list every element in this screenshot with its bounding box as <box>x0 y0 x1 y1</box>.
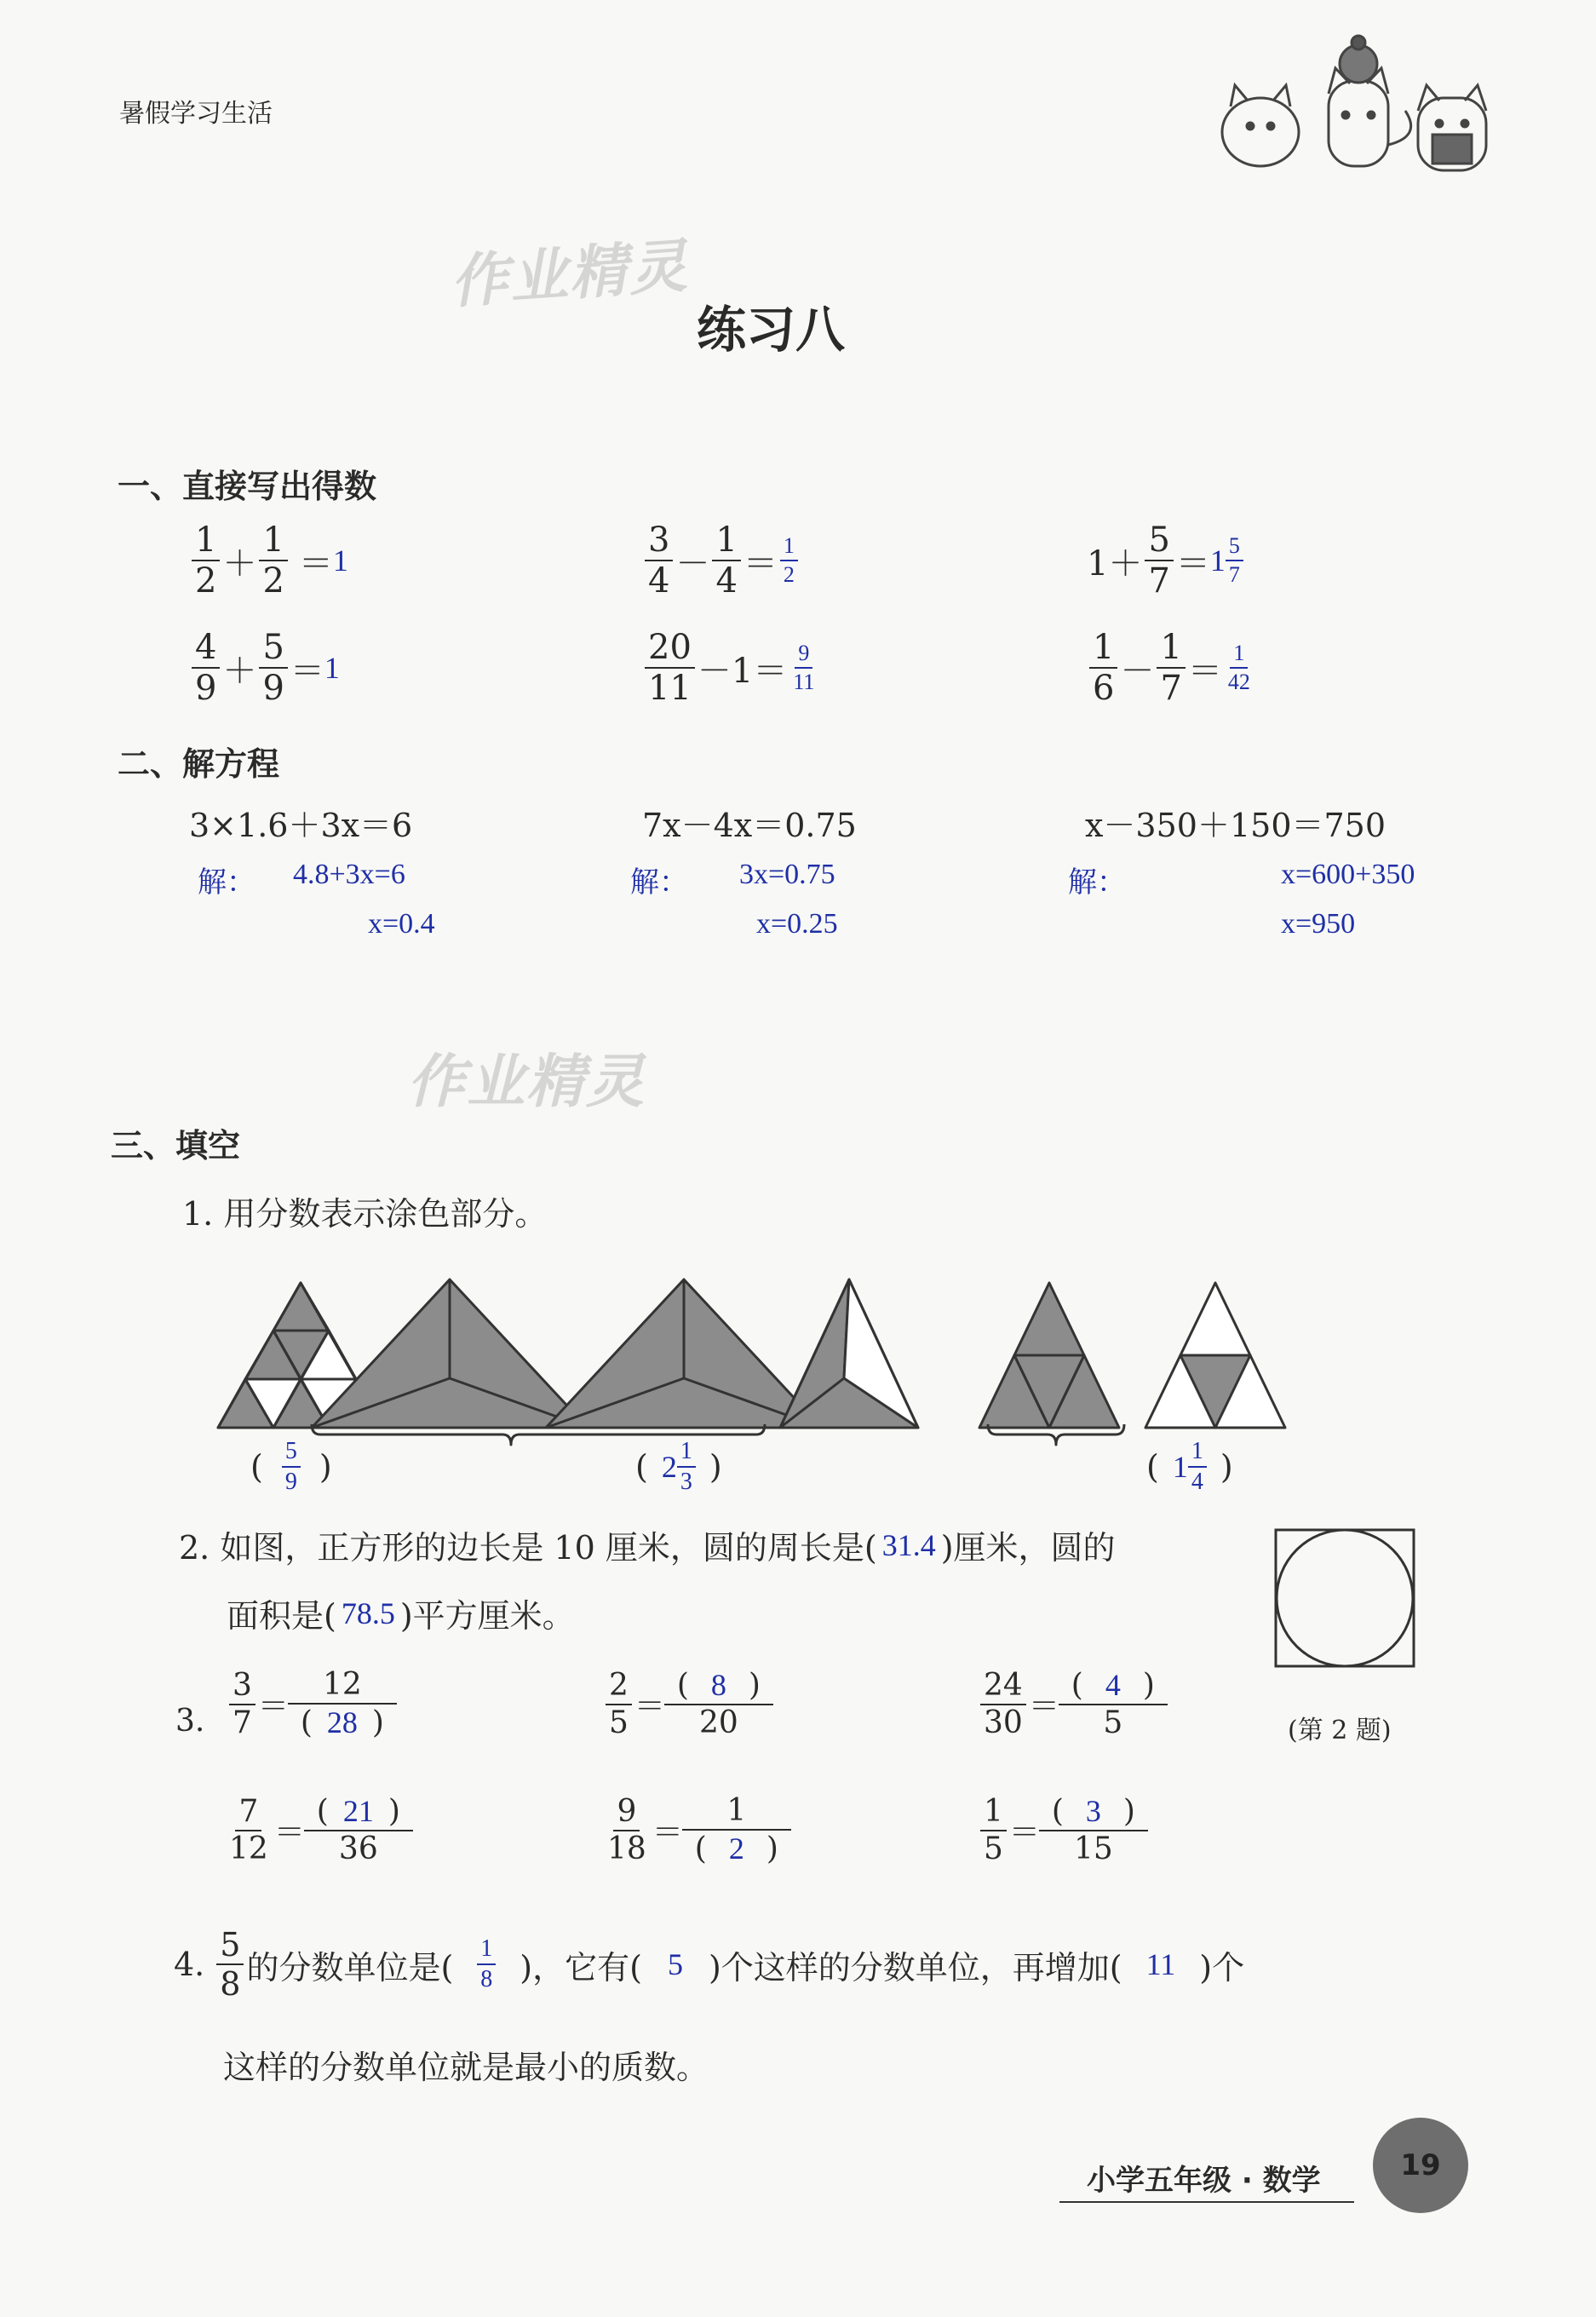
watermark: 作业精灵 <box>407 1049 646 1116</box>
fraction-equation: $\frac{1}{5}$ ＝ $\frac{( 3 )}{15}$ <box>978 1796 1147 1865</box>
section-heading: 三、填空 <box>111 1127 241 1164</box>
equation: x－350＋150＝750 <box>1085 807 1386 844</box>
figure-triangle-thirds <box>780 1279 918 1428</box>
answer: 1 $\frac{5}{7}$ <box>1210 535 1243 586</box>
footer-rule <box>1059 2201 1354 2203</box>
fraction-equation: $\frac{7}{12}$ ＝ $\frac{( 21 )}{36}$ <box>223 1796 412 1865</box>
answer: 1 $\frac{1}{4}$ <box>1173 1440 1207 1494</box>
fraction-equation: $\frac{9}{18}$ ＝ $\frac{1}{( 2 )}$ <box>601 1796 790 1865</box>
answer: $\frac{1}{2}$ <box>780 535 798 586</box>
solution-step: 4.8+3x=6 <box>293 859 405 890</box>
answer: 4 <box>1105 1668 1121 1702</box>
answer: 31.4 <box>881 1527 936 1562</box>
question-text: 4. $\frac{5}{8}$ 的分数单位是( $\frac{1}{8}$ )，它有( 5 )个这样的分数单位，再增加( 11 )个 <box>174 1926 1245 2003</box>
figure-caption: (第 2 题) <box>1288 1716 1392 1745</box>
answer: 3 <box>1085 1794 1101 1828</box>
page-number: 19 <box>1373 2118 1468 2213</box>
fraction-equation: $\frac{24}{30}$ ＝ $\frac{( 4 )}{5}$ <box>978 1670 1167 1739</box>
solution-step: x=0.25 <box>756 908 838 940</box>
section-heading: 二、解方程 <box>118 745 280 783</box>
calc-item: $\frac{20}{11}$ －1＝ $\frac{9}{11}$ <box>642 630 820 705</box>
answer: 28 <box>326 1705 358 1739</box>
answer: 8 <box>710 1668 726 1702</box>
solution-step: x=950 <box>1281 908 1356 940</box>
answer: 1 <box>324 651 340 685</box>
watermark: 作业精灵 <box>448 233 691 317</box>
answer: 21 <box>342 1794 374 1828</box>
calc-item: $\frac{1}{2}$ ＋ $\frac{1}{2}$ ＝ 1 <box>189 523 348 598</box>
question-label: 3. <box>175 1704 205 1739</box>
answer: 2 <box>728 1831 744 1866</box>
figure-triangle-quarters <box>979 1283 1119 1428</box>
solution-label: 解： <box>630 867 688 899</box>
calc-item: $\frac{1}{6}$ － $\frac{1}{7}$ ＝ $\frac{1}{42}$ <box>1087 630 1256 705</box>
calc-item: $\frac{3}{4}$ － $\frac{1}{4}$ ＝ $\frac{1}{2}$ <box>642 523 801 598</box>
square-circle-figure <box>1272 1526 1419 1671</box>
answer: 78.5 <box>341 1595 395 1630</box>
header-title: 暑假学习生活 <box>119 99 273 129</box>
answer-blank: ( $\frac{5}{9}$ ) <box>250 1438 332 1495</box>
calc-item: 1＋ $\frac{5}{7}$ ＝ 1 $\frac{5}{7}$ <box>1087 523 1243 598</box>
figure-triangle-quarters <box>1145 1283 1285 1428</box>
answer: $\frac{9}{11}$ <box>793 641 815 694</box>
solution-step: 3x=0.75 <box>739 859 835 890</box>
answer: 5 <box>667 1947 683 1981</box>
cats-illustration-icon <box>1209 34 1499 179</box>
section-heading: 一、直接写出得数 <box>118 468 377 505</box>
answer: 1 <box>332 543 348 578</box>
answer-blank: ( 1 $\frac{1}{4}$ ) <box>1146 1438 1233 1495</box>
footer-subject: 小学五年级 · 数学 <box>1087 2164 1321 2198</box>
figure-triangle-thirds <box>546 1279 822 1428</box>
equation: 3×1.6＋3x＝6 <box>189 807 413 844</box>
calc-item: $\frac{4}{9}$ ＋ $\frac{5}{9}$ ＝ 1 <box>189 630 340 705</box>
equation: 7x－4x＝0.75 <box>642 807 857 844</box>
solution-step: x=0.4 <box>368 908 435 940</box>
page-title: 练习八 <box>697 301 846 359</box>
figure-triangle-thirds <box>312 1279 588 1428</box>
question-text: 面积是( 78.5 )平方厘米。 <box>227 1595 575 1635</box>
question-text: 这样的分数单位就是最小的质数。 <box>223 2049 709 2086</box>
answer: 11 <box>1145 1947 1176 1981</box>
question-text: 2. 如图，正方形的边长是 10 厘米，圆的周长是( 31.4 )厘米，圆的 <box>179 1527 1116 1567</box>
answer: $\frac{5}{9}$ <box>282 1440 301 1494</box>
answer: $\frac{1}{8}$ <box>477 1937 496 1992</box>
answer: 2 $\frac{1}{3}$ <box>662 1440 696 1494</box>
shaded-figures <box>213 1269 1371 1465</box>
fraction-equation: $\frac{3}{7}$ ＝ $\frac{12}{( 28 )}$ <box>227 1670 396 1739</box>
question-text: 1. 用分数表示涂色部分。 <box>182 1195 548 1233</box>
fraction-equation: $\frac{2}{5}$ ＝ $\frac{( 8 )}{20}$ <box>603 1670 772 1739</box>
answer-blank: ( 2 $\frac{1}{3}$ ) <box>635 1438 722 1495</box>
solution-label: 解： <box>198 867 255 899</box>
solution-step: x=600+350 <box>1281 859 1415 890</box>
answer: $\frac{1}{42}$ <box>1227 641 1250 694</box>
solution-label: 解： <box>1068 867 1126 899</box>
